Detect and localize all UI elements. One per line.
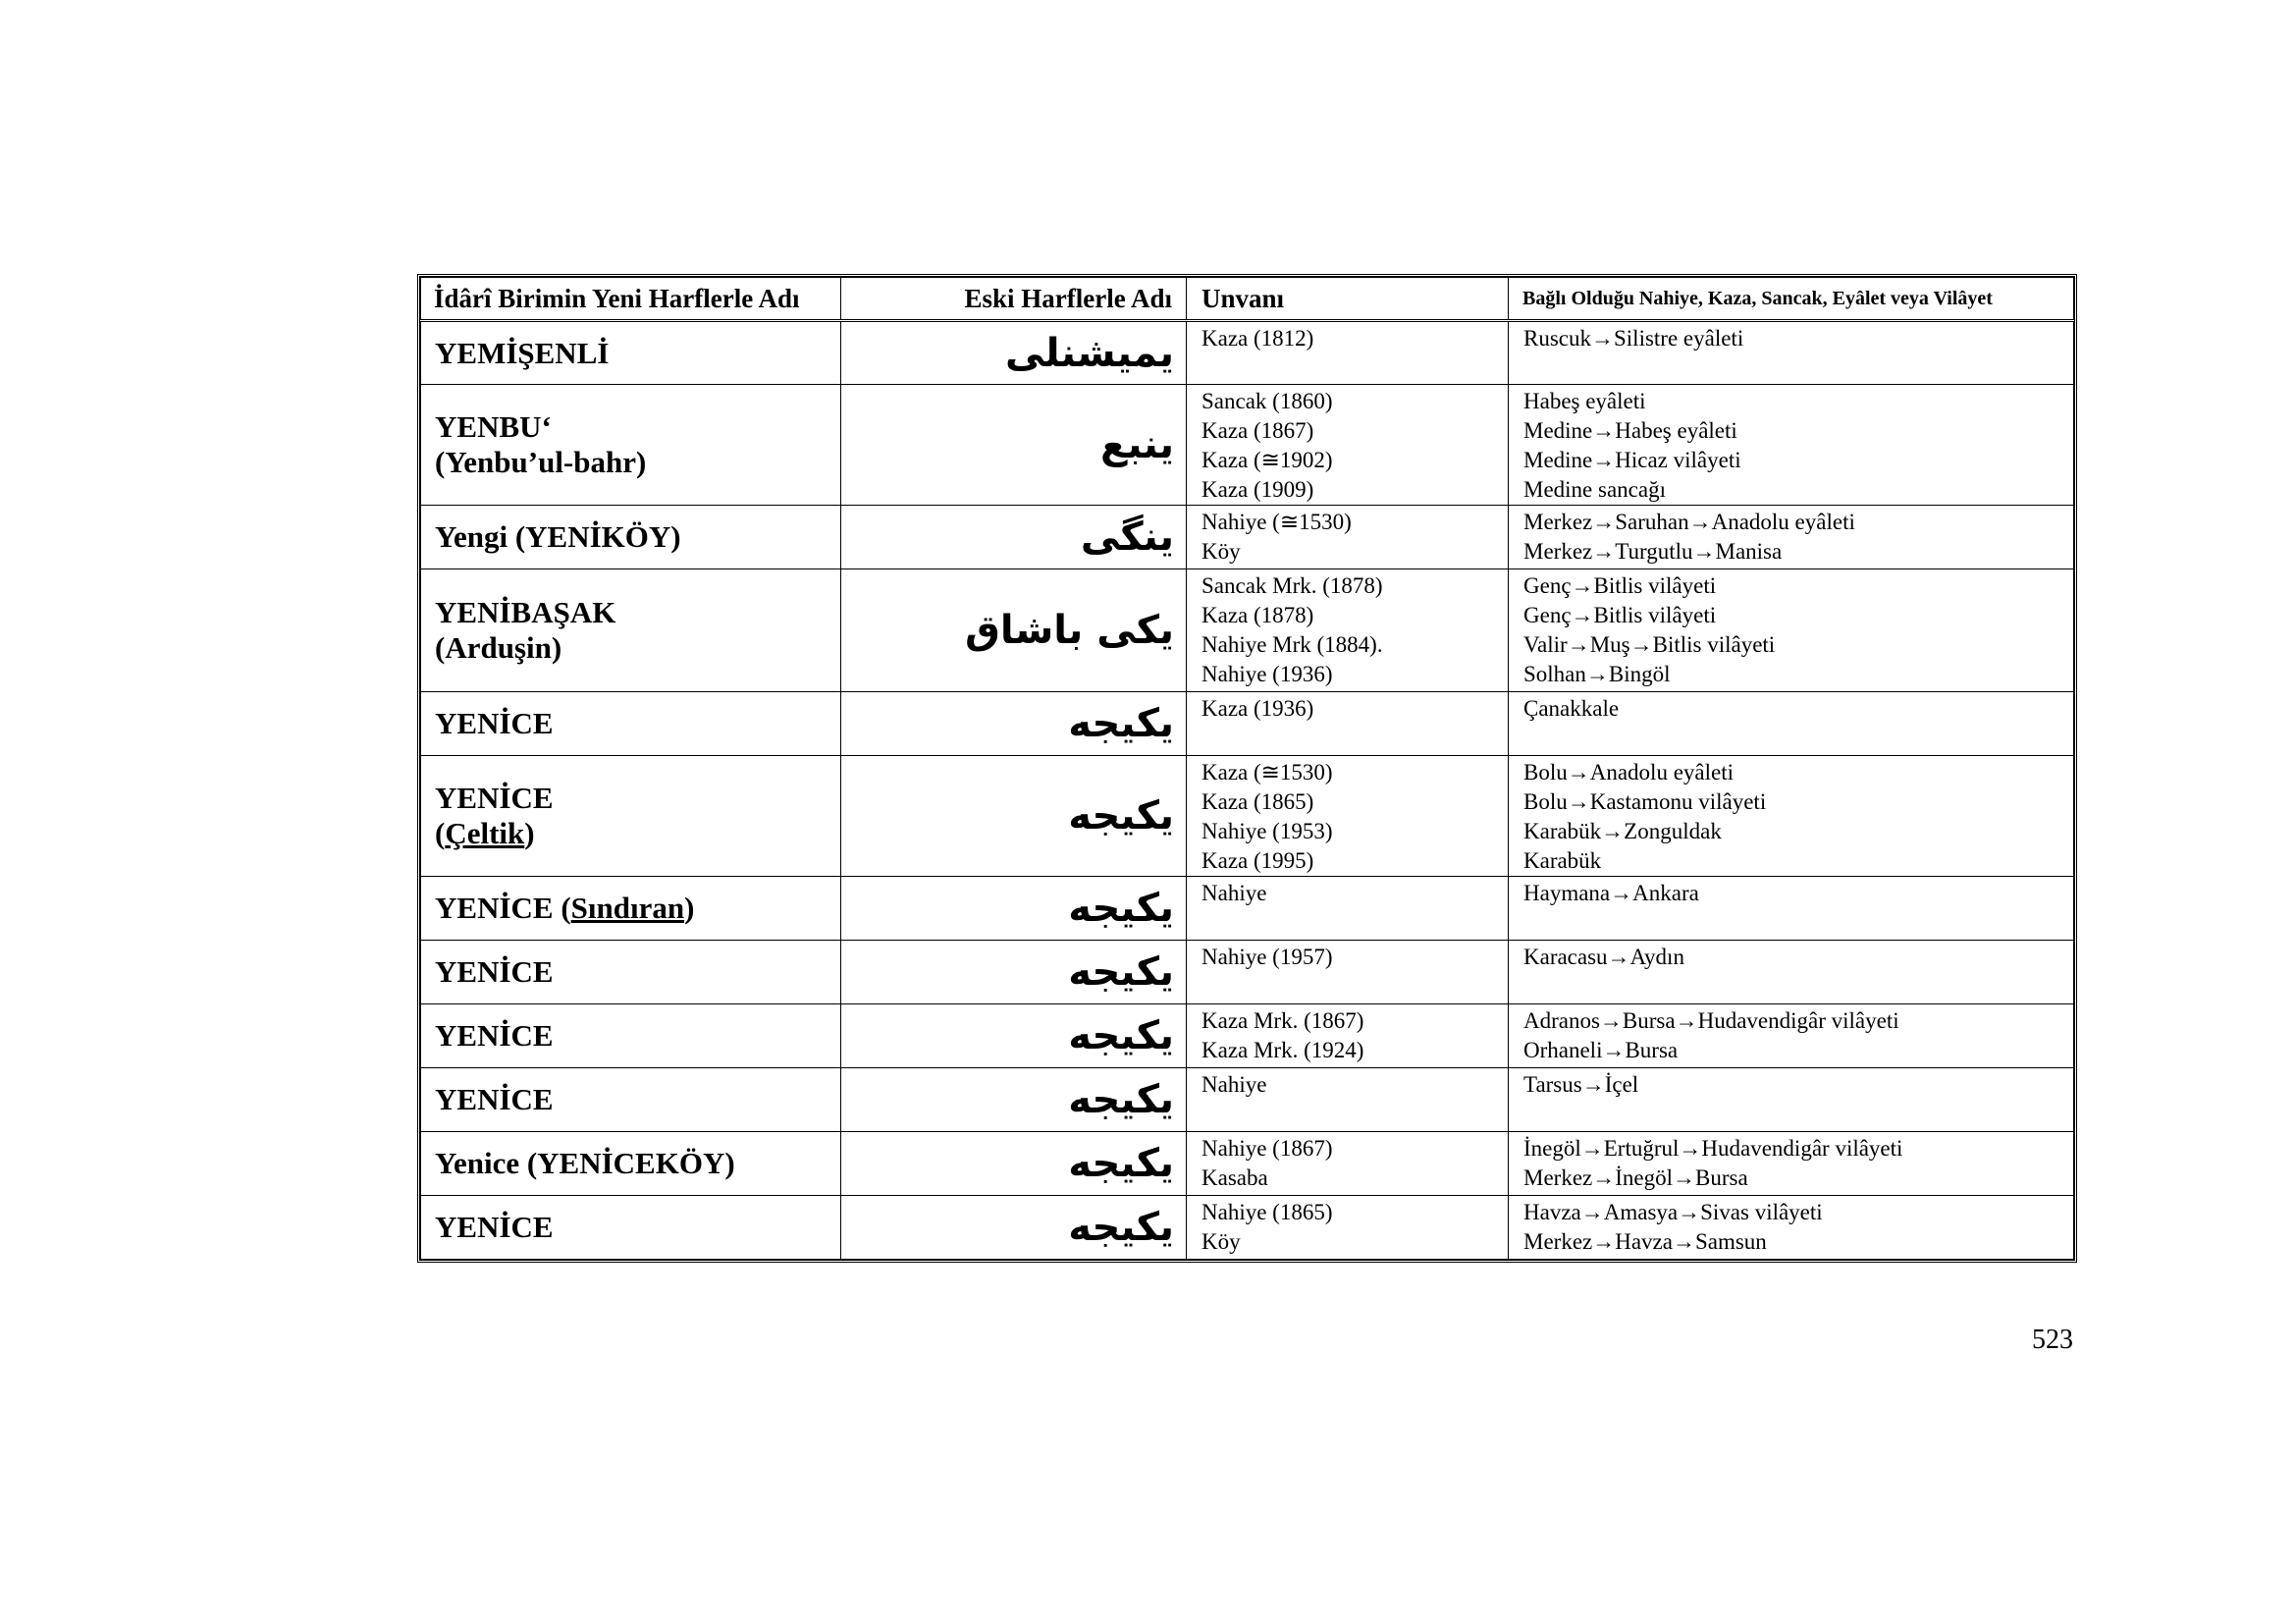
header-old-name: Eski Harflerle Adı [841,278,1187,321]
affiliation-cell: Genç→Bitlis vilâyeti Genç→Bitlis vilâyeti Valir→Muş→Bitlis vilâyeti Solhan→Bingöl [1509,569,2074,692]
title-cell: Sancak (1860) Kaza (1867) Kaza (≅1902) Kaza (1909) [1187,385,1509,506]
table-row [421,1196,2074,1260]
affiliation-cell: Merkez→Saruhan→Anadolu eyâleti Merkez→Turgutlu→Manisa [1509,506,2074,569]
new-name-cell: Yengi (YENİKÖY) [421,506,841,569]
title-cell: Nahiye [1187,1068,1509,1132]
table-row [421,321,2074,385]
header-title: Unvanı [1187,278,1509,321]
affiliation-cell: Tarsus→İçel [1509,1068,2074,1132]
header-affiliation: Bağlı Olduğu Nahiye, Kaza, Sancak, Eyâlet veya Vilâyet [1509,278,2074,321]
old-name-cell: يكيجه [841,692,1187,756]
new-name-cell: YEMİŞENLİ [421,321,841,385]
new-name-cell: YENİCE [421,1068,841,1132]
table-row [421,1004,2074,1068]
affiliation-cell: Adranos→Bursa→Hudavendigâr vilâyeti Orhaneli→Bursa [1509,1004,2074,1068]
old-name-cell: يكيجه [841,1068,1187,1132]
alt-name: (Çeltik) [435,816,535,850]
title-cell: Kaza (1812) [1187,321,1509,385]
table-row [421,569,2074,692]
table-row [421,1068,2074,1132]
page-number: 523 [2032,1325,2073,1355]
old-name-cell: يكيجه [841,1196,1187,1260]
title-cell: Kaza Mrk. (1867) Kaza Mrk. (1924) [1187,1004,1509,1068]
old-name-cell: يكيجه [841,1004,1187,1068]
affiliation-cell: Habeş eyâleti Medine→Habeş eyâleti Medine→Hicaz vilâyeti Medine sancağı [1509,385,2074,506]
title-cell: Nahiye (1867) Kasaba [1187,1132,1509,1196]
new-name-cell: YENİCE [421,1004,841,1068]
title-cell: Nahiye (1957) [1187,941,1509,1004]
title-cell: Kaza (1936) [1187,692,1509,756]
table-row [421,941,2074,1004]
table-row [421,756,2074,877]
old-name-cell: يكيجه [841,756,1187,877]
old-name-cell: يكيجه [841,941,1187,1004]
title-cell: Nahiye (1865) Köy [1187,1196,1509,1260]
table-row [421,877,2074,941]
affiliation-cell: Karacasu→Aydın [1509,941,2074,1004]
table-header-row [421,278,2074,321]
title-cell: Kaza (≅1530) Kaza (1865) Nahiye (1953) Kaza (1995) [1187,756,1509,877]
affiliation-cell: Ruscuk→Silistre eyâleti [1509,321,2074,385]
table-row [421,1132,2074,1196]
affiliation-cell: Havza→Amasya→Sivas vilâyeti Merkez→Havza→Samsun [1509,1196,2074,1260]
gazetteer-table-frame [417,274,2077,1263]
new-name-cell: YENİCE (Sındıran) [421,877,841,941]
title-cell: Sancak Mrk. (1878) Kaza (1878) Nahiye Mrk (1884). Nahiye (1936) [1187,569,1509,692]
old-name-cell: ينگى [841,506,1187,569]
table-row [421,506,2074,569]
new-name-cell: Yenice (YENİCEKÖY) [421,1132,841,1196]
old-name-cell: يكيجه [841,877,1187,941]
table-row [421,385,2074,506]
old-name-cell: يكيجه [841,1132,1187,1196]
new-name-cell: YENİCE [421,941,841,1004]
table-row [421,692,2074,756]
new-name-cell: YENİCE [421,692,841,756]
header-new-name: İdârî Birimin Yeni Harflerle Adı [421,278,841,321]
new-name-cell: YENİCE [421,1196,841,1260]
affiliation-cell: İnegöl→Ertuğrul→Hudavendigâr vilâyeti Merkez→İnegöl→Bursa [1509,1132,2074,1196]
title-cell: Nahiye (≅1530) Köy [1187,506,1509,569]
old-name-cell: ينبع [841,385,1187,506]
new-name-cell: YENİBAŞAK (Arduşin) [421,569,841,692]
gazetteer-table [420,277,2074,1260]
new-name-cell: YENBU‘ (Yenbu’ul-bahr) [421,385,841,506]
old-name-cell: يكى باشاق [841,569,1187,692]
affiliation-cell: Bolu→Anadolu eyâleti Bolu→Kastamonu vilâyeti Karabük→Zonguldak Karabük [1509,756,2074,877]
new-name-cell: YENİCE (Çeltik) [421,756,841,877]
old-name-cell: يميشنلى [841,321,1187,385]
affiliation-cell: Haymana→Ankara [1509,877,2074,941]
title-cell: Nahiye [1187,877,1509,941]
affiliation-cell: Çanakkale [1509,692,2074,756]
